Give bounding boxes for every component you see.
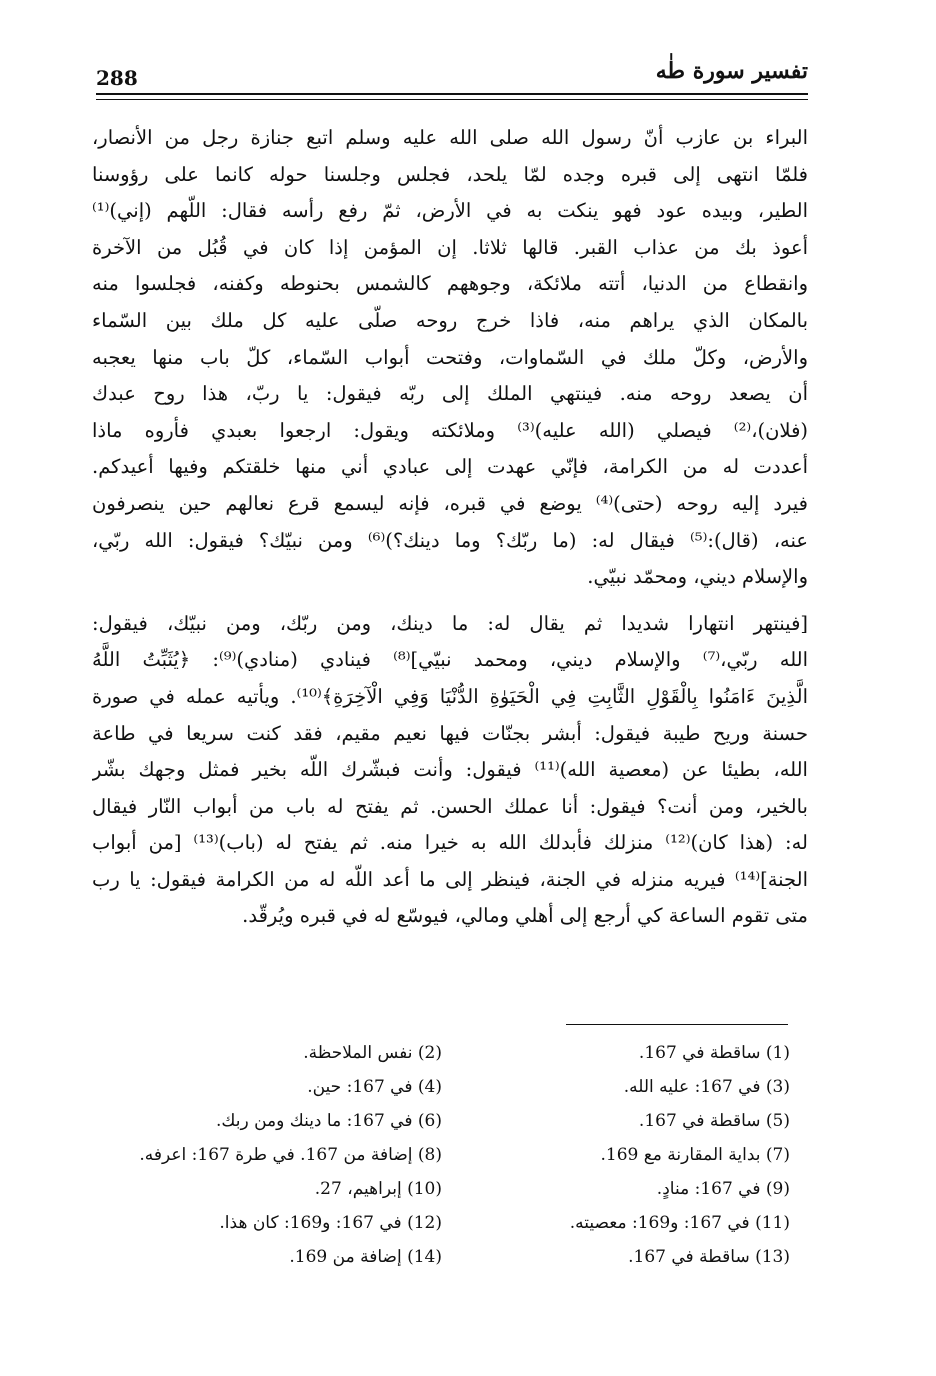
main-text <box>92 120 808 935</box>
footnote-rule <box>566 1024 788 1025</box>
text-line: الله، بطيئا عن (معصية الله)⁽¹¹⁾ فيقول: وأنت فبشّرك اللّه بخير فمثل وجهك بشّر <box>92 758 808 782</box>
header-rule-thin <box>96 99 808 100</box>
page-number: 288 <box>96 66 138 90</box>
footnote-item: (9) في 167: منادٍ. <box>656 1179 790 1199</box>
text-line: أعددت له من الكرامة، فإنّي عهدت إلى عبادي أني منها خلقتكم وفيها أعيدكم. <box>92 455 808 479</box>
text-line: أعوذ بك من عذاب القبر. قالها ثلاثا. إن المؤمن إذا كان في قُبُل من الآخرة <box>92 235 808 259</box>
footnote-item: (1) ساقطة في 167. <box>638 1043 790 1063</box>
text-line: له: (هذا كان)⁽¹²⁾ منزلك فأبدلك الله به خيرا منه. ثم يفتح له (باب)⁽¹³⁾ [من أبواب <box>92 831 808 855</box>
footnote-item: (6) في 167: ما دينك ومن ربك. <box>216 1111 442 1131</box>
text-line: أن يصعد روحه منه. فينتهي الملك إلى ربّه فيقول: يا ربّ، هذا روح عبدك <box>92 382 808 406</box>
text-line: عنه، (قال):⁽⁵⁾ فيقال له: (ما ربّك؟ وما دينك؟)⁽⁶⁾ ومن نبيّك؟ فيقول: الله ربّي، <box>92 528 808 552</box>
text-line: حسنة وريح طيبة فيقول: أبشر بجنّات فيها نعيم مقيم، فقد كنت سريعا في طاعة <box>92 721 808 745</box>
text-line: والأرض، وكلّ ملك في السّماوات، وفتحت أبواب السّماء، كلّ باب منها يعجبه <box>92 345 808 369</box>
footnote-item: (7) بداية المقارنة مع 169. <box>600 1145 790 1165</box>
footnote-item: (13) ساقطة في 167. <box>628 1247 790 1267</box>
paragraph-2 <box>92 606 808 935</box>
text-line: والإسلام ديني، ومحمّد نبيّي. <box>587 565 808 589</box>
text-line: وانقطاع من الدنيا، أتته ملائكة، وجوههم كالشمس بحنوطه وكفنه، فجلسوا منه <box>92 272 808 296</box>
text-line: البراء بن عازب أنّ رسول الله صلى الله عليه وسلم اتبع جنازة رجل من الأنصار، <box>92 126 808 149</box>
text-line: بالخير، ومن أنت؟ فيقول: أنا عملك الحسن. ثم يفتح له باب من أبواب النّار فيقال <box>92 794 808 818</box>
text-line: فيرد إليه روحه (حتى)⁽⁴⁾ يوضع في قبره، فإنه ليسمع قرع نعالهم حين ينصرفون <box>92 491 808 515</box>
page-header <box>96 58 808 92</box>
footnote-item: (14) إضافة من 169. <box>289 1247 442 1267</box>
paragraph-1 <box>92 120 808 596</box>
text-line: الله ربّي،⁽⁷⁾ والإسلام ديني، ومحمد نبيّي]⁽⁸⁾ فينادي (منادي)⁽⁹⁾: ﴿يُثَبِّتُ اللَّهُ <box>92 648 808 672</box>
text-line: متى تقوم الساعة كي أرجع إلى أهلي ومالي، فيوسّع له في قبره ويُرقّد. <box>242 904 808 928</box>
text-line: (فلان)،⁽²⁾ فيصلي (الله عليه)⁽³⁾ وملائكته ويقول: ارجعوا بعبدي فأروه ماذا <box>92 418 808 442</box>
text-line: [فينتهر انتهارا شديدا ثم يقال له: ما دينك، ومن ربّك، ومن نبيّك، فيقول: <box>92 611 808 635</box>
footnote-item: (3) في 167: عليه الله. <box>623 1077 790 1097</box>
footnote-item: (10) إبراهيم، 27. <box>314 1179 442 1199</box>
text-line: بالمكان الذي يراهم منه، فاذا خرج روحه صلّى عليه كل ملك بين السّماء <box>92 308 808 332</box>
footnote-item: (5) ساقطة في 167. <box>638 1111 790 1131</box>
footnote-item: (12) في 167: و169: كان هذا. <box>219 1213 442 1233</box>
running-title: تفسير سورة طٰه <box>655 58 808 84</box>
header-rule-thick <box>96 93 808 95</box>
footnote-item: (2) نفس الملاحظة. <box>303 1043 442 1063</box>
text-line: الَّذِينَ ءَامَنُوا بِالْقَوْلِ الثَّابِتِ فِي الْحَيَوٰةِ الدُّنْيَا وَفِي الْآخِرَةِ﴾⁽¹⁰⁾. ويأتيه عمله في صورة <box>92 684 808 708</box>
footnote-item: (11) في 167: و169: معصيته. <box>569 1213 790 1233</box>
text-line: الجنة]⁽¹⁴⁾ فيريه منزله في الجنة، فينظر إلى ما أعد اللّه له من الكرامة فيقول: يا رب <box>92 867 808 891</box>
footnotes <box>139 1036 790 1274</box>
footnote-item: (8) إضافة من 167. في طرة 167: اعرفه. <box>139 1145 442 1165</box>
text-line: الطير، وبيده عود فهو ينكت به في الأرض، ثمّ رفع رأسه فقال: اللّهم (إني)⁽¹⁾ <box>92 199 808 223</box>
footnote-item: (4) في 167: حين. <box>307 1077 442 1097</box>
text-line: فلمّا انتهى إلى قبره وجده لمّا يلحد، فجلس وجلسنا حوله كانما على رؤوسنا <box>92 162 808 186</box>
